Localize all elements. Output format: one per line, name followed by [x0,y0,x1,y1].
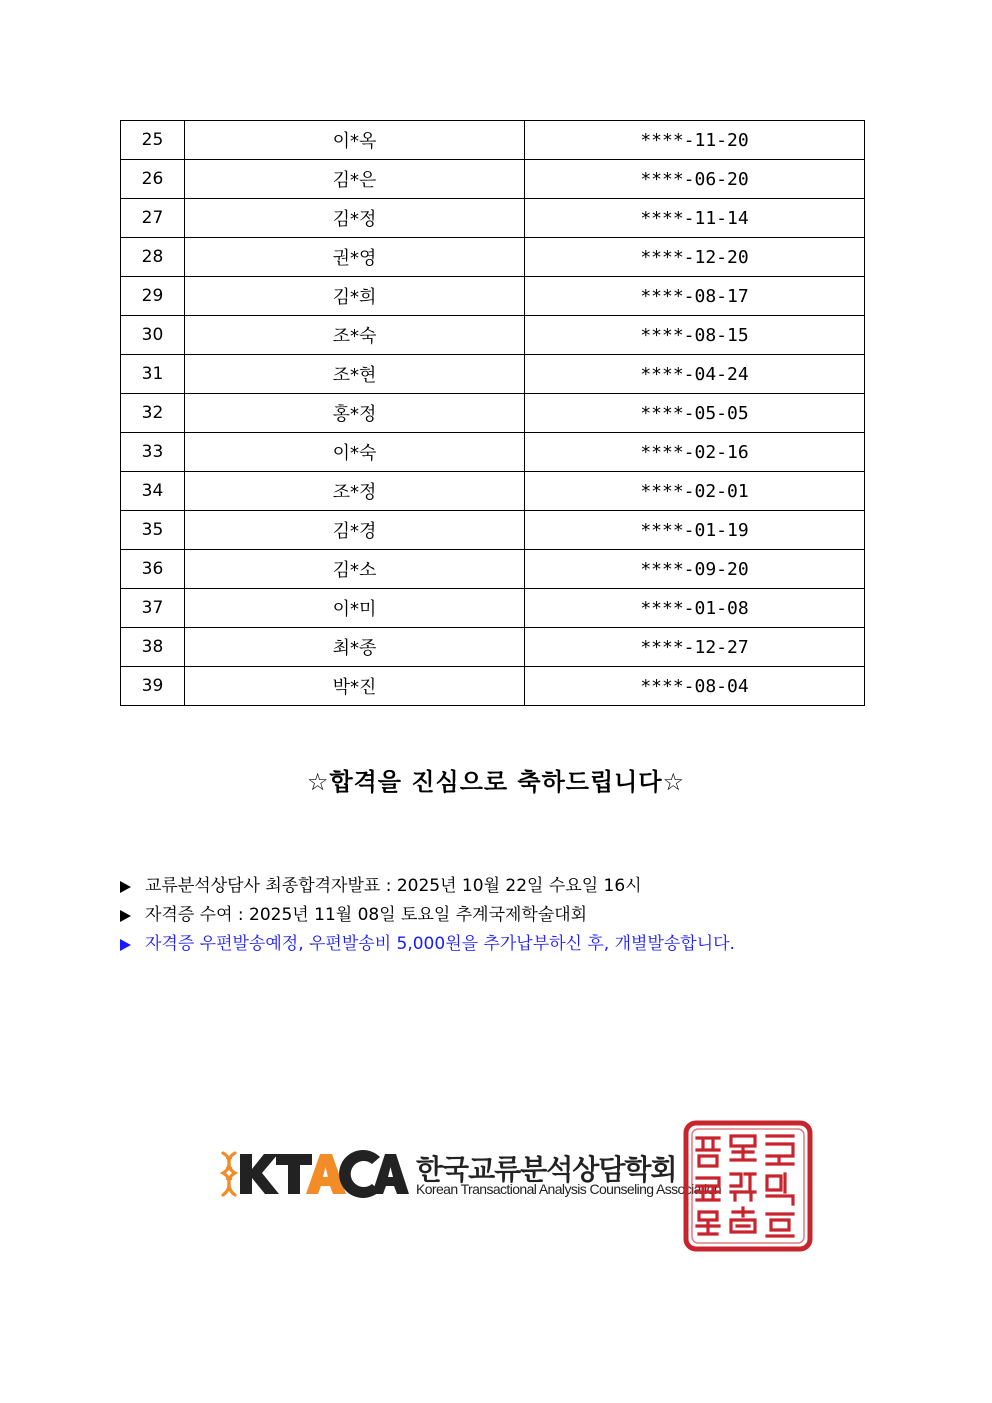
masked-birthdate: ****-08-17 [525,277,865,316]
notice-announcement [120,872,900,901]
masked-birthdate: ****-11-20 [525,121,865,160]
row-number: 27 [121,199,185,238]
table-row [121,121,865,160]
table-row [121,394,865,433]
notice-mailing-text: 자격증 우편발송예정, 우편발송비 5,000원을 추가납부하신 후, 개별발송합니다. [145,934,735,954]
row-number: 37 [121,589,185,628]
masked-name: 이*숙 [185,433,525,472]
official-seal-icon [683,1120,813,1252]
org-logo [220,1148,721,1200]
row-number: 28 [121,238,185,277]
masked-birthdate: ****-02-16 [525,433,865,472]
table-row [121,199,865,238]
org-name-korean: 한국교류분석상담학회 [416,1153,677,1186]
row-number: 33 [121,433,185,472]
congratulations-heading: ☆합격을 진심으로 축하드립니다☆ [306,768,686,796]
table-row [121,550,865,589]
masked-birthdate: ****-08-04 [525,667,865,706]
notice-announcement-text: 교류분석상담사 최종합격자발표 : 2025년 10월 22일 수요일 16시 [145,876,642,896]
masked-birthdate: ****-01-08 [525,589,865,628]
row-number: 35 [121,511,185,550]
masked-birthdate: ****-09-20 [525,550,865,589]
masked-birthdate: ****-04-24 [525,355,865,394]
masked-birthdate: ****-11-14 [525,199,865,238]
masked-name: 홍*정 [185,394,525,433]
notice-award-text: 자격증 수여 : 2025년 11월 08일 토요일 추계국제학술대회 [145,905,588,925]
triangle-bullet-icon [120,881,131,893]
table-row [121,667,865,706]
table-row [121,238,865,277]
masked-name: 김*소 [185,550,525,589]
masked-birthdate: ****-12-27 [525,628,865,667]
results-table-body [121,121,865,706]
masked-name: 이*옥 [185,121,525,160]
triangle-bullet-icon [120,910,131,922]
masked-birthdate: ****-05-05 [525,394,865,433]
masked-name: 김*희 [185,277,525,316]
triangle-bullet-icon [120,939,131,951]
masked-name: 이*미 [185,589,525,628]
table-row [121,355,865,394]
table-row [121,628,865,667]
results-table [120,120,865,706]
ktaca-logo-mark [220,1150,410,1198]
masked-name: 조*현 [185,355,525,394]
masked-birthdate: ****-06-20 [525,160,865,199]
masked-name: 권*영 [185,238,525,277]
masked-name: 박*진 [185,667,525,706]
table-row [121,160,865,199]
org-name-english: Korean Transactional Analysis Counseling Association [416,1181,721,1197]
masked-birthdate: ****-08-15 [525,316,865,355]
row-number: 29 [121,277,185,316]
row-number: 26 [121,160,185,199]
masked-name: 김*정 [185,199,525,238]
masked-name: 최*종 [185,628,525,667]
row-number: 30 [121,316,185,355]
table-row [121,511,865,550]
masked-name: 조*정 [185,472,525,511]
row-number: 38 [121,628,185,667]
row-number: 31 [121,355,185,394]
notice-award [120,901,900,930]
table-row [121,589,865,628]
notice-list [120,872,900,959]
row-number: 32 [121,394,185,433]
table-row [121,316,865,355]
masked-name: 김*경 [185,511,525,550]
row-number: 34 [121,472,185,511]
row-number: 39 [121,667,185,706]
row-number: 36 [121,550,185,589]
masked-birthdate: ****-01-19 [525,511,865,550]
table-row [121,433,865,472]
notice-mailing [120,930,900,959]
masked-birthdate: ****-12-20 [525,238,865,277]
masked-name: 조*숙 [185,316,525,355]
table-row [121,277,865,316]
row-number: 25 [121,121,185,160]
masked-name: 김*은 [185,160,525,199]
table-row [121,472,865,511]
masked-birthdate: ****-02-01 [525,472,865,511]
